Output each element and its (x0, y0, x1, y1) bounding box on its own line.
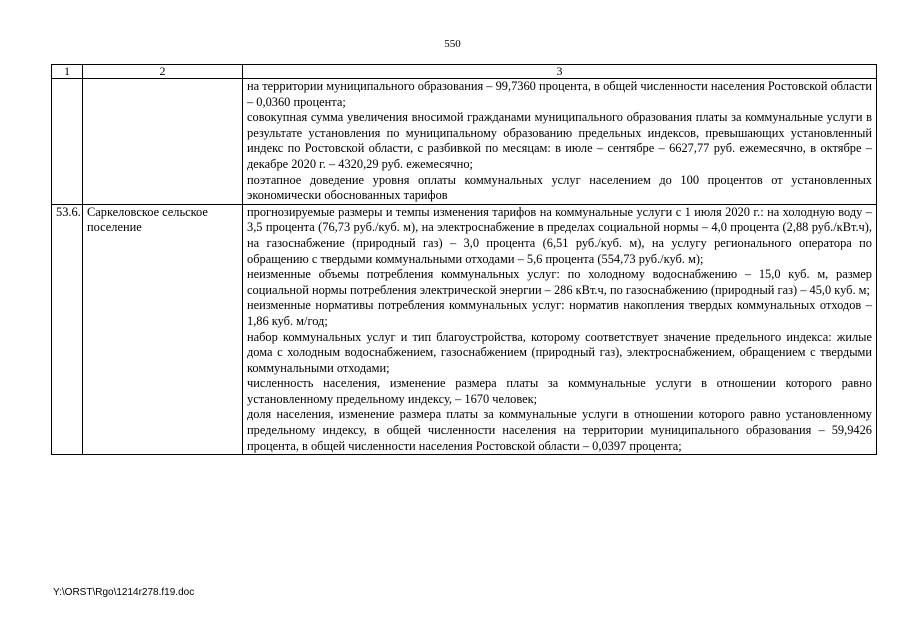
page-number: 550 (444, 38, 461, 50)
column-header-3: 3 (243, 65, 877, 79)
file-path-footer: Y:\ORST\Rgo\1214r278.f19.doc (53, 587, 195, 598)
description-cell (243, 204, 877, 455)
settlement-name-cell (83, 79, 243, 205)
table-header-row (52, 65, 877, 79)
row-number-cell: 53.6. (52, 204, 83, 455)
paragraph: численность населения, изменение размера платы за коммунальные услуги в отношении которого равно установленному предельному индексу, – 1670 человек; (247, 376, 872, 406)
column-header-1: 1 (52, 65, 83, 79)
table-row-continuation (52, 79, 877, 205)
paragraph: поэтапное доведение уровня оплаты коммунальных услуг населением до 100 процентов от установленных экономически обоснованных тарифов (247, 172, 872, 203)
paragraph: неизменные нормативы потребления коммунальных услуг: норматив накопления твердых коммунальных отходов – 1,86 куб. м/год; (247, 298, 872, 328)
table-row-53-6 (52, 204, 877, 455)
paragraph: на территории муниципального образования – 99,7360 процента, в общей численности населения Ростовской области – 0,0360 процента; (247, 79, 872, 109)
paragraph: неизменные объемы потребления коммунальных услуг: по холодному водоснабжению – 15,0 куб. м, размер социальной нормы потребления электрической энергии – 286 кВт.ч, по газоснабжению (природный газ) – 45,0 куб. м; (247, 267, 872, 297)
paragraph: совокупная сумма увеличения вносимой гражданами муниципального образования платы за коммунальные услуги в результате установления по муниципальному образованию предельных индексов, превышающих установленный индекс по Ростовской области, с разбивкой по месяцам: в июле – сентябре – 6627,77 руб. ежемесячно, в октябре – декабре 2020 г. – 4320,29 руб. ежемесячно; (247, 110, 872, 171)
paragraph: доля населения, изменение размера платы за коммунальные услуги в отношении которого равно установленному предельному индексу, в общей численности населения на территории муниципального образования – 59,9426 процента, в общей численности населения Ростовской области – 0,0397 процента; (247, 407, 872, 453)
document-table (51, 64, 877, 455)
column-header-2: 2 (83, 65, 243, 79)
description-cell (243, 79, 877, 205)
paragraph: прогнозируемые размеры и темпы изменения тарифов на коммунальные услуги с 1 июля 2020 г.: на холодную воду – 3,5 процента (76,73 руб./куб. м), на электроснабжение в пределах социальной нормы – 4,0 процента (2,88 руб./кВт.ч), на газоснабжение (природный газ) – 3,0 процента (6,51 руб./куб. м), на услугу регионального оператора по обращению с твердыми коммунальными отходами – 5,6 процента (554,73 руб./куб. м); (247, 204, 872, 266)
settlement-name-cell: Саркеловское сельское поселение (83, 204, 243, 455)
row-number-cell (52, 79, 83, 205)
paragraph: набор коммунальных услуг и тип благоустройства, которому соответствует значение предельного индекса: жилые дома с холодным водоснабжением, газоснабжением (природный газ), электроснабжением, обращением с твердыми коммунальными отходами; (247, 329, 872, 375)
